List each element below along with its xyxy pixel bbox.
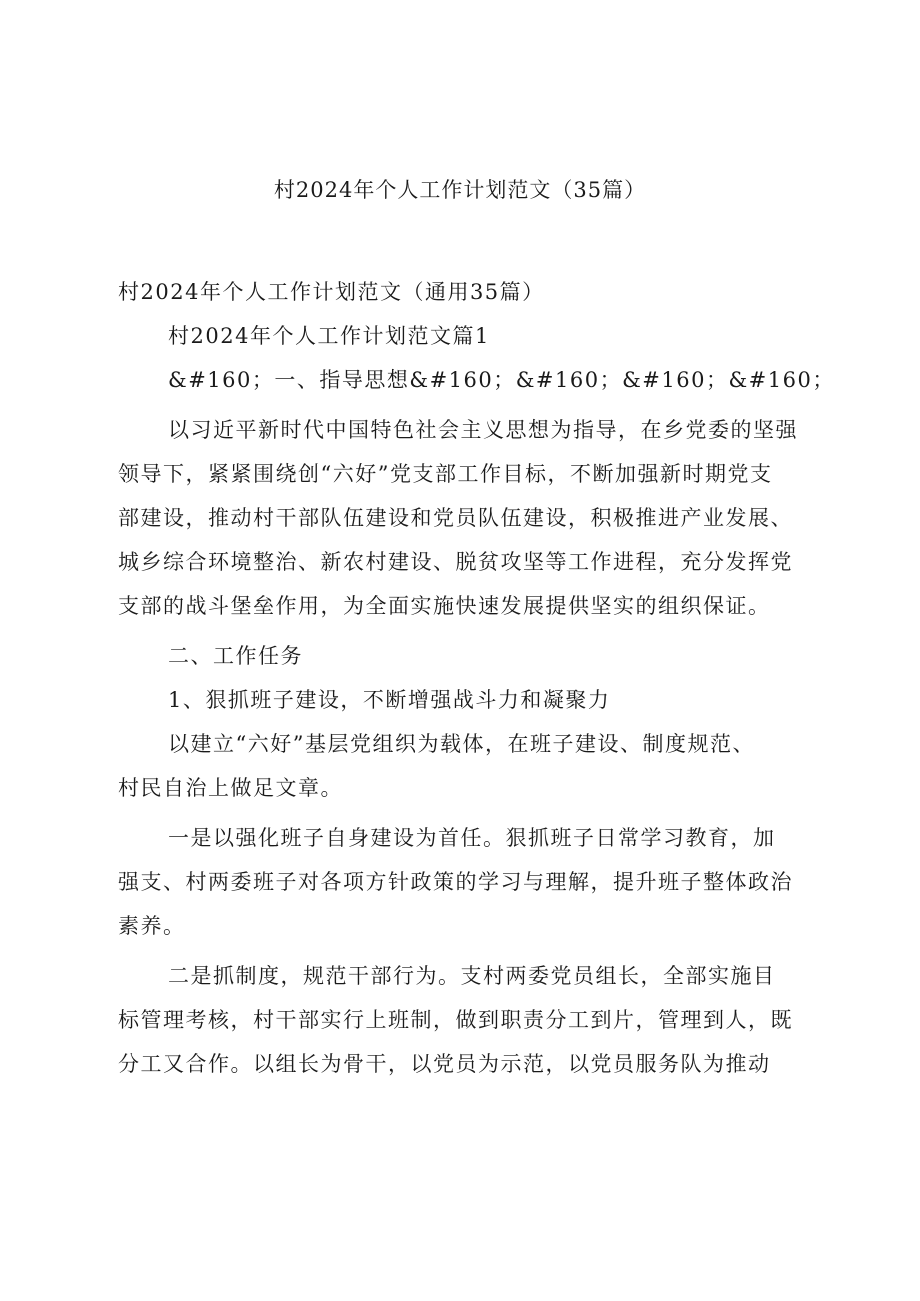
paragraph-line: 二是抓制度，规范干部行为。支村两委党员组长，全部实施目 <box>168 964 776 988</box>
paragraph-line: 以习近平新时代中国特色社会主义思想为指导，在乡党委的坚强 <box>168 418 798 442</box>
paragraph-first-priority <box>118 816 818 948</box>
paragraph-line: 一是以强化班子自身建设为首任。狠抓班子日常学习教育，加 <box>168 826 776 850</box>
paragraph-line: 以建立“六好”基层党组织为载体，在班子建设、制度规范、 <box>168 732 755 756</box>
document-body <box>118 270 835 1086</box>
section-title-text: 村2024年个人工作计划范文篇1 <box>168 324 490 348</box>
paragraph-guiding-thought <box>118 408 818 628</box>
heading-team-building-text: 1、狠抓班子建设，不断增强战斗力和凝聚力 <box>168 688 611 712</box>
heading-guiding-thought <box>118 358 835 402</box>
paragraph-second-priority <box>118 954 818 1086</box>
heading-work-tasks <box>118 634 818 678</box>
paragraph-six-good <box>118 722 818 810</box>
paragraph-line: 标管理考核，村干部实行上班制，做到职责分工到片，管理到人，既 <box>118 1008 793 1032</box>
subtitle-text: 村2024年个人工作计划范文（通用35篇） <box>118 280 545 304</box>
paragraph-line: 素养。 <box>118 914 186 938</box>
paragraph-line: 强支、村两委班子对各项方针政策的学习与理解，提升班子整体政治 <box>118 870 793 894</box>
paragraph-line: 部建设，推动村干部队伍建设和党员队伍建设，积极推进产业发展、 <box>118 506 793 530</box>
paragraph-line: 村民自治上做足文章。 <box>118 776 343 800</box>
paragraph-line: 城乡综合环境整治、新农村建设、脱贫攻坚等工作进程，充分发挥党 <box>118 550 793 574</box>
subtitle <box>118 270 818 314</box>
heading-work-tasks-text: 二、工作任务 <box>168 644 303 668</box>
paragraph-line: 领导下，紧紧围绕创“六好”党支部工作目标，不断加强新时期党支 <box>118 462 773 486</box>
paragraph-line: 支部的战斗堡垒作用，为全面实施快速发展提供坚实的组织保证。 <box>118 594 771 618</box>
heading-team-building <box>118 678 818 722</box>
section-title <box>118 314 818 358</box>
document-title: 村2024年个人工作计划范文（35篇） <box>273 178 647 202</box>
heading-guiding-thought-text: &#160；一、指导思想&#160；&#160；&#160；&#160； <box>168 368 835 392</box>
paragraph-line: 分工又合作。以组长为骨干，以党员为示范，以党员服务队为推动 <box>118 1052 771 1076</box>
